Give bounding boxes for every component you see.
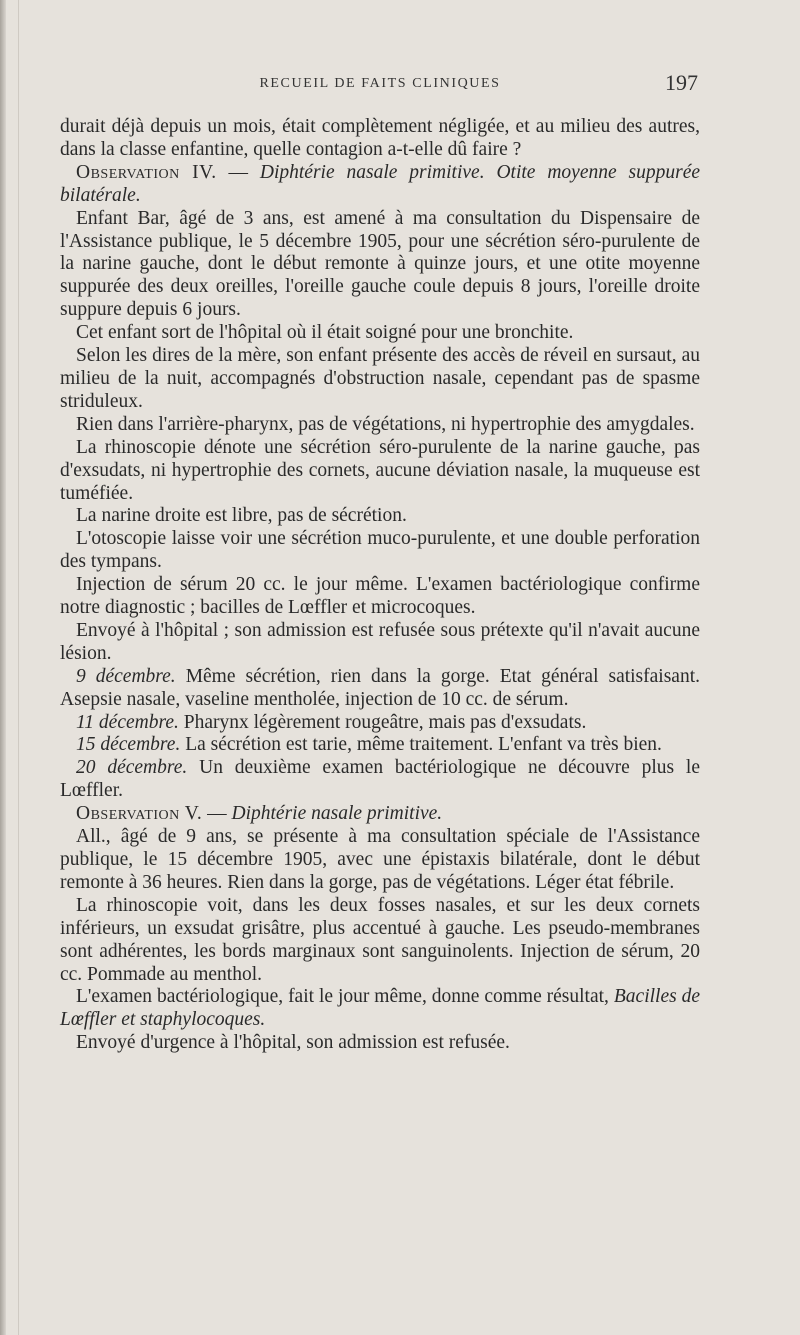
observation-heading xyxy=(60,162,700,208)
entry-text: Un deuxième examen bactériologique ne découvre plus le Lœffler. xyxy=(60,757,700,802)
paragraph: Injection de sérum 20 cc. le jour même. L'examen bactériologique confirme notre diagnostic ; bacilles de Lœffler et microcoques. xyxy=(60,574,700,619)
paragraph: La rhinoscopie dénote une sécrétion séro-purulente de la narine gauche, pas d'exsudats, ni hypertrophie des cornets, aucune déviation nasale, la muqueuse est tuméfiée. xyxy=(60,436,700,504)
page-header xyxy=(60,70,700,102)
paragraph-text: L'examen bactériologique, fait le jour même, donne comme résultat, xyxy=(76,986,609,1008)
dated-entry xyxy=(60,712,700,735)
entry-date: 11 décembre. xyxy=(76,711,179,733)
paragraph-continuation: durait déjà depuis un mois, était complètement négligée, et au milieu des autres, dans la classe enfantine, quelle contagion a-t-elle dû faire ? xyxy=(60,116,700,160)
dated-entry xyxy=(60,734,700,757)
observation-separator: — xyxy=(207,803,227,825)
entry-date: 9 décembre. xyxy=(76,665,176,687)
entry-text: Même sécrétion, rien dans la gorge. Etat général satisfaisant. Asepsie nasale, vaseline mentholée, injection de 10 cc. de sérum. xyxy=(60,665,701,710)
observation-separator: — xyxy=(228,161,248,183)
paragraph xyxy=(60,986,700,1032)
observation-title: Diphtérie nasale primitive. xyxy=(231,803,443,825)
dated-entry xyxy=(60,757,700,803)
entry-text: La sécrétion est tarie, même traitement. L'enfant va très bien. xyxy=(185,734,662,756)
paragraph: Rien dans l'arrière-pharynx, pas de végétations, ni hypertrophie des amygdales. xyxy=(76,413,695,435)
paragraph: Enfant Bar, âgé de 3 ans, est amené à ma consultation du Dispensaire de l'Assistance publique, le 5 décembre 1905, pour une sécrétion séro-purulente de la narine gauche, dont le début remonte à quinze jours, et une otite moyenne suppurée des deux oreilles, l'oreille gauche coule depuis 8 jours, l'oreille droite suppure depuis 6 jours. xyxy=(60,207,700,321)
paragraph: La rhinoscopie voit, dans les deux fosses nasales, et sur les deux cornets inférieurs, un exsudat grisâtre, plus accentué à gauche. Les pseudo-membranes sont adhérentes, les bords marginaux sont sanguinolents. Injection de sérum, 20 cc. Pommade au menthol. xyxy=(60,894,700,985)
entry-date: 20 décembre. xyxy=(76,757,188,779)
paragraph: La narine droite est libre, pas de sécrétion. xyxy=(76,505,407,527)
page-fold-line xyxy=(18,0,19,1335)
bacteriology-result: Bacilles de Lœffler et staphylocoques. xyxy=(60,986,701,1031)
paragraph: Cet enfant sort de l'hôpital où il était soigné pour une bronchite. xyxy=(76,322,574,344)
observation-heading xyxy=(60,803,700,826)
entry-date: 15 décembre. xyxy=(76,734,181,756)
page-binding-edge xyxy=(0,0,6,1335)
running-title: RECUEIL DE FAITS CLINIQUES xyxy=(259,76,501,91)
paragraph: All., âgé de 9 ans, se présente à ma consultation spéciale de l'Assistance publique, le 15 décembre 1905, avec une épistaxis bilatérale, dont le début remonte à 36 heures. Rien dans la gorge, pas de végétations. Léger état fébrile. xyxy=(60,826,700,893)
observation-title: Diphtérie nasale primitive. Otite moyenne suppurée bilatérale. xyxy=(60,161,701,206)
paragraph: Envoyé d'urgence à l'hôpital, son admission est refusée. xyxy=(76,1032,510,1054)
paragraph: Envoyé à l'hôpital ; son admission est refusée sous prétexte qu'il n'avait aucune lésion. xyxy=(60,619,700,664)
observation-label: Observation IV. xyxy=(76,161,217,183)
entry-text: Pharynx légèrement rougeâtre, mais pas d'exsudats. xyxy=(183,711,587,733)
paragraph: L'otoscopie laisse voir une sécrétion muco-purulente, et une double perforation des tympans. xyxy=(60,528,700,573)
paragraph: Selon les dires de la mère, son enfant présente des accès de réveil en sursaut, au milieu de la nuit, accompagnés d'obstruction nasale, cependant pas de spasme striduleux. xyxy=(60,345,700,412)
observation-label: Observation V. xyxy=(76,803,203,825)
page-number: 197 xyxy=(665,70,698,95)
dated-entry xyxy=(60,666,700,712)
body-text xyxy=(60,116,700,1055)
